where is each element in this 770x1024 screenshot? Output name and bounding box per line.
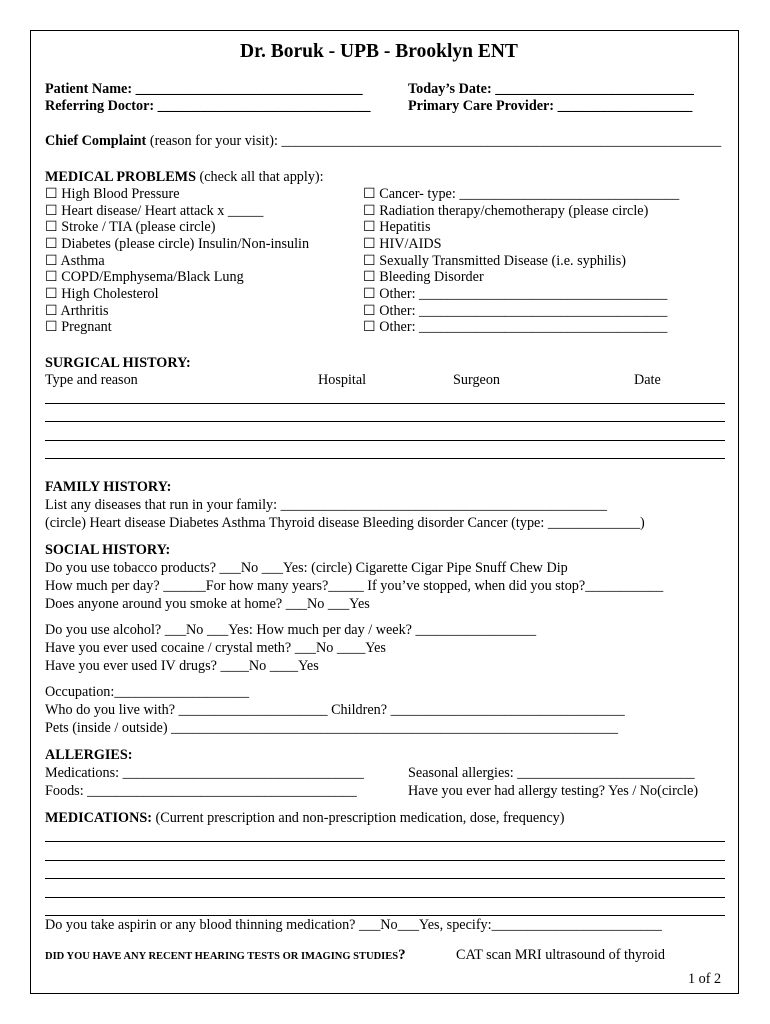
live-with-field[interactable]: Who do you live with? _____________________ Children? _________________________________ xyxy=(45,702,625,718)
occupation-field[interactable]: Occupation:___________________ xyxy=(45,684,250,700)
surgical-col-date: Date xyxy=(634,372,661,388)
pets-field[interactable]: Pets (inside / outside) _______________________________________________________________ xyxy=(45,720,619,736)
chief-complaint-line: (reason for your visit): ______________________________________________________________ xyxy=(146,133,722,149)
surgical-entry-line[interactable] xyxy=(45,421,725,422)
surgical-col-hospital: Hospital xyxy=(318,372,367,388)
smoke-at-home-question[interactable]: Does anyone around you smoke at home? ___No ___Yes xyxy=(45,596,370,612)
medication-entry-line[interactable] xyxy=(45,841,725,842)
food-allergies-field[interactable]: Foods: ______________________________________ xyxy=(45,783,357,799)
medications-label: MEDICATIONS: xyxy=(45,810,152,826)
medical-problems-label: MEDICAL PROBLEMS xyxy=(45,169,196,185)
checkbox-item[interactable]: ☐ Stroke / TIA (please circle) xyxy=(45,219,216,235)
tobacco-amount-question[interactable]: How much per day? ______For how many years?_____ If you’ve stopped, when did you stop?___________ xyxy=(45,578,664,594)
iv-drugs-question[interactable]: Have you ever used IV drugs? ____No ____Yes xyxy=(45,658,319,674)
referring-doctor-field[interactable]: Referring Doctor: ______________________________ xyxy=(45,98,371,114)
checkbox-item[interactable]: ☐ Other: ___________________________________ xyxy=(363,303,668,319)
family-diseases-field[interactable]: List any diseases that run in your family: ______________________________________________ xyxy=(45,497,607,513)
checkbox-item[interactable]: ☐ High Cholesterol xyxy=(45,286,159,302)
checkbox-item[interactable]: ☐ Asthma xyxy=(45,253,105,269)
form-title: Dr. Boruk - UPB - Brooklyn ENT xyxy=(240,41,518,62)
medications-heading xyxy=(45,811,564,825)
medication-entry-line[interactable] xyxy=(45,878,725,879)
checkbox-item[interactable]: ☐ Pregnant xyxy=(45,319,112,335)
family-diseases-circle[interactable]: (circle) Heart disease Diabetes Asthma Thyroid disease Bleeding disorder Cancer (type: _____________) xyxy=(45,515,645,531)
surgical-entry-line[interactable] xyxy=(45,440,725,441)
checkbox-item[interactable]: ☐ COPD/Emphysema/Black Lung xyxy=(45,269,244,285)
checkbox-item[interactable]: ☐ High Blood Pressure xyxy=(45,186,180,202)
checkbox-item[interactable]: ☐ Heart disease/ Heart attack x _____ xyxy=(45,203,264,219)
todays-date-field[interactable]: Today’s Date: ____________________________ xyxy=(408,81,694,97)
surgical-col-type: Type and reason xyxy=(45,372,138,388)
surgical-entry-line[interactable] xyxy=(45,403,725,404)
allergies-heading: ALLERGIES: xyxy=(45,747,133,763)
checkbox-item[interactable]: ☐ Arthritis xyxy=(45,303,109,319)
medical-problems-note: (check all that apply): xyxy=(195,169,324,185)
surgical-history-heading: SURGICAL HISTORY: xyxy=(45,355,191,371)
checkbox-item[interactable]: ☐ Sexually Transmitted Disease (i.e. syphilis) xyxy=(363,253,626,269)
checkbox-item[interactable]: ☐ Other: ___________________________________ xyxy=(363,319,668,335)
family-history-heading: FAMILY HISTORY: xyxy=(45,479,172,495)
primary-care-field[interactable]: Primary Care Provider: ___________________ xyxy=(408,98,693,114)
tobacco-question[interactable]: Do you use tobacco products? ___No ___Yes: (circle) Cigarette Cigar Pipe Snuff Chew Dip xyxy=(45,560,568,576)
medication-entry-line[interactable] xyxy=(45,897,725,898)
tests-options[interactable]: CAT scan MRI ultrasound of thyroid xyxy=(456,947,665,963)
medical-problems-heading xyxy=(45,170,324,184)
social-history-heading: SOCIAL HISTORY: xyxy=(45,542,171,558)
surgical-col-surgeon: Surgeon xyxy=(453,372,501,388)
allergy-testing-question[interactable]: Have you ever had allergy testing? Yes / No(circle) xyxy=(408,783,699,799)
patient-name-field[interactable]: Patient Name: ________________________________ xyxy=(45,81,363,97)
medication-entry-line[interactable] xyxy=(45,860,725,861)
checkbox-item[interactable]: ☐ Bleeding Disorder xyxy=(363,269,484,285)
medications-note: (Current prescription and non-prescription medication, dose, frequency) xyxy=(151,810,565,826)
checkbox-item[interactable]: ☐ Other: ___________________________________ xyxy=(363,286,668,302)
checkbox-item[interactable]: ☐ Hepatitis xyxy=(363,219,431,235)
medication-entry-line[interactable] xyxy=(45,915,725,916)
checkbox-item[interactable]: ☐ Radiation therapy/chemotherapy (please circle) xyxy=(363,203,649,219)
surgical-entry-line[interactable] xyxy=(45,458,725,459)
checkbox-item[interactable]: ☐ HIV/AIDS xyxy=(363,236,442,252)
checkbox-item[interactable]: ☐ Diabetes (please circle) Insulin/Non-insulin xyxy=(45,236,310,252)
medication-allergies-field[interactable]: Medications: __________________________________ xyxy=(45,765,364,781)
tests-question-mark: ? xyxy=(398,947,406,963)
aspirin-question[interactable]: Do you take aspirin or any blood thinning medication? ___No___Yes, specify:________________________ xyxy=(45,917,662,933)
tests-question xyxy=(45,948,406,963)
checkbox-item[interactable]: ☐ Cancer- type: _______________________________ xyxy=(363,186,680,202)
alcohol-question[interactable]: Do you use alcohol? ___No ___Yes: How much per day / week? _________________ xyxy=(45,622,537,638)
page-number: 1 of 2 xyxy=(688,971,722,987)
chief-complaint-field[interactable] xyxy=(45,134,721,148)
cocaine-question[interactable]: Have you ever used cocaine / crystal meth? ___No ____Yes xyxy=(45,640,386,656)
chief-complaint-label: Chief Complaint xyxy=(45,133,147,149)
seasonal-allergies-field[interactable]: Seasonal allergies: _________________________ xyxy=(408,765,695,781)
tests-question-text: DID YOU HAVE ANY RECENT HEARING TESTS OR IMAGING STUDIES xyxy=(45,951,399,962)
